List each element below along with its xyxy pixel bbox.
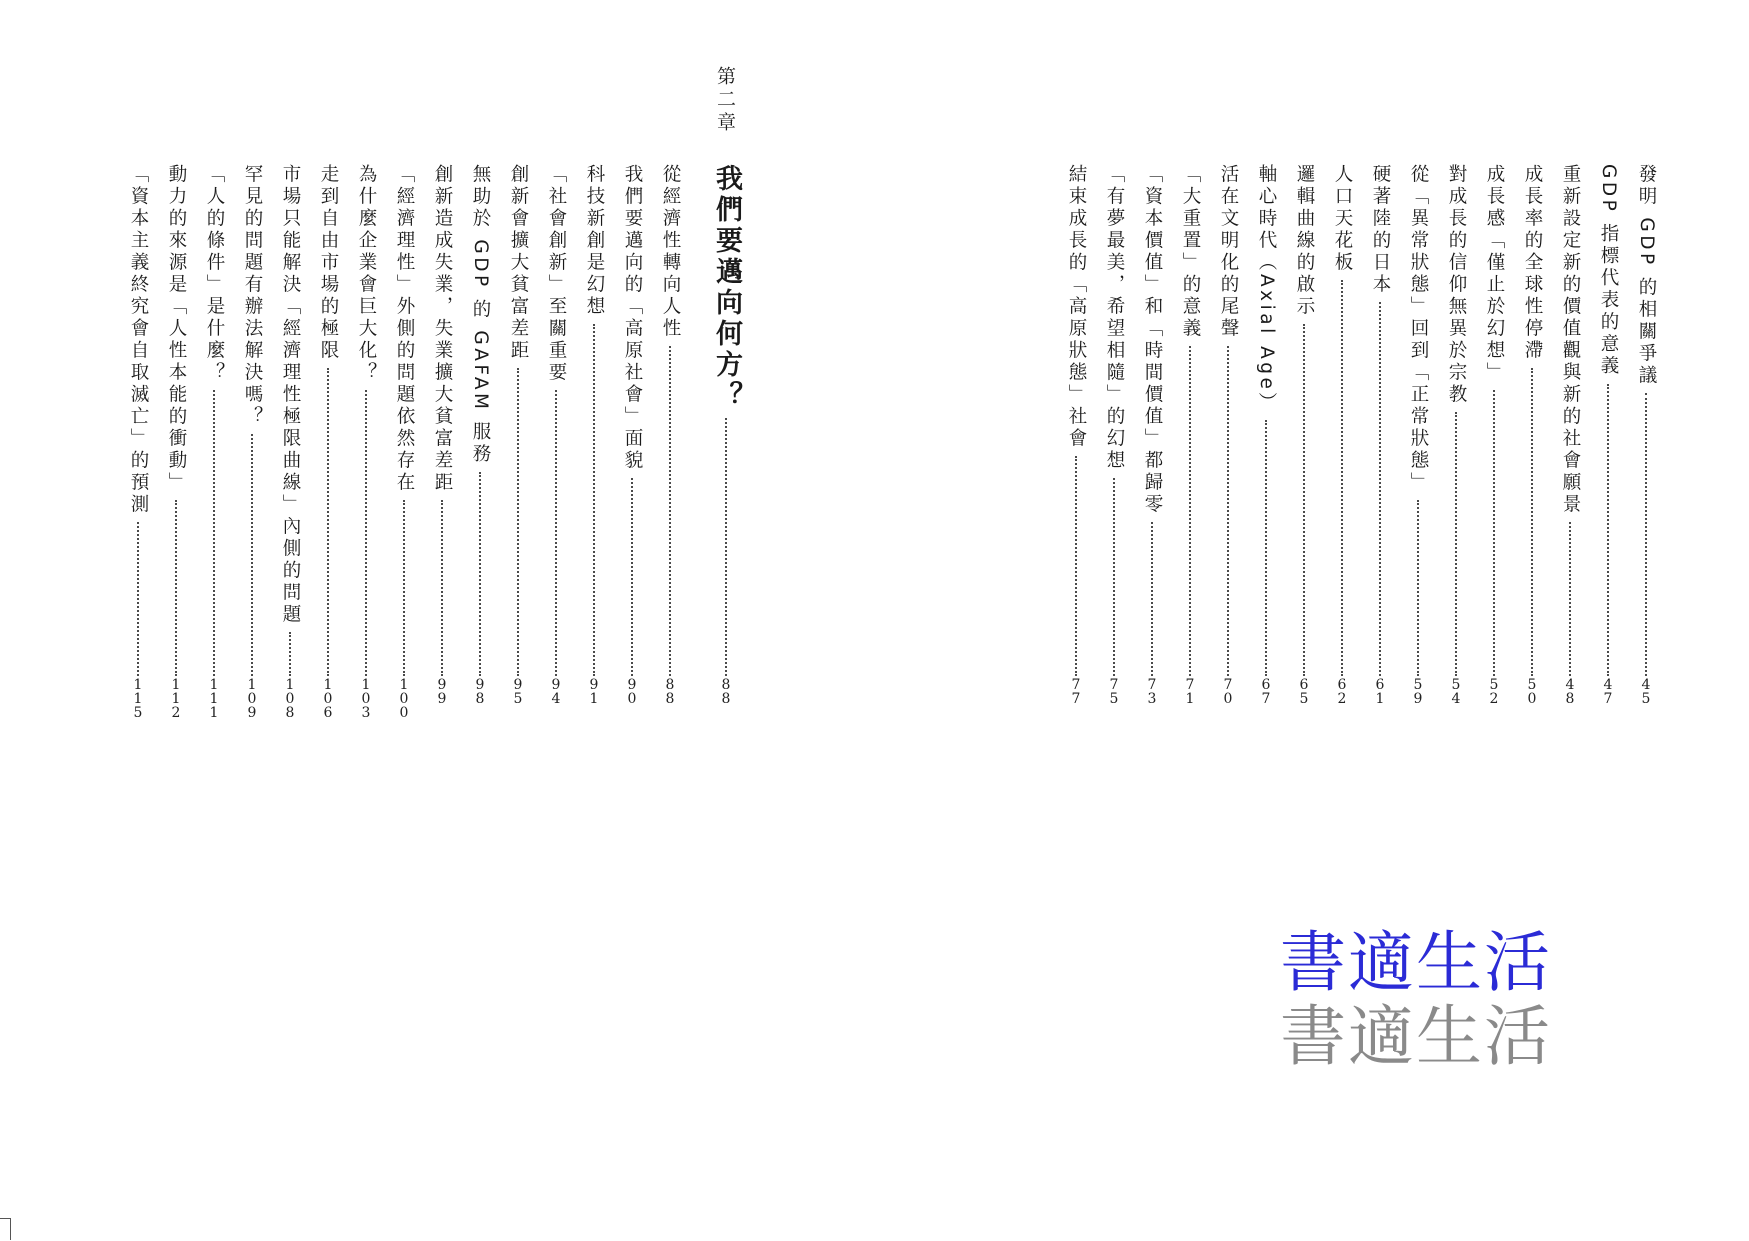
toc-entry-title: 發明 GDP 的相關爭議 — [1636, 164, 1657, 387]
leader-dots — [1303, 324, 1305, 676]
toc-entry-title: 「經濟理性」外側的問題依然存在 — [394, 164, 415, 494]
leader-dots — [213, 390, 215, 676]
toc-entry-title: 「社會創新」至關重要 — [546, 164, 567, 384]
toc-entry[interactable] — [1632, 164, 1660, 707]
toc-page-number: 73 — [1147, 677, 1157, 707]
toc-page-number: 108 — [285, 677, 295, 721]
leader-dots — [1379, 302, 1381, 676]
leader-dots — [555, 390, 557, 676]
toc-page-number: 52 — [1489, 677, 1499, 707]
leader-dots — [1189, 346, 1191, 676]
toc-entry-title: 成長率的全球性停滯 — [1522, 164, 1543, 362]
leader-dots — [1227, 346, 1229, 676]
crop-mark — [0, 1218, 11, 1240]
leader-dots — [175, 500, 177, 676]
leader-dots — [289, 632, 291, 676]
toc-entry[interactable] — [1328, 164, 1356, 707]
toc-page-number: 75 — [1109, 677, 1119, 707]
toc-entry-title: 走到自由市場的極限 — [318, 164, 339, 362]
leader-dots — [1645, 393, 1647, 676]
toc-page-number: 111 — [209, 677, 219, 721]
toc-entry[interactable] — [1442, 164, 1470, 707]
leader-dots — [365, 390, 367, 676]
toc-entry[interactable] — [200, 164, 228, 721]
toc-entry[interactable] — [1100, 164, 1128, 707]
toc-page-number: 70 — [1223, 677, 1233, 707]
toc-entry-title: 我們要邁向的「高原社會」面貌 — [622, 164, 643, 472]
toc-entry-title: 邏輯曲線的啟示 — [1294, 164, 1315, 318]
leader-dots — [1151, 522, 1153, 676]
toc-page-number: 59 — [1413, 677, 1423, 707]
leader-dots — [1531, 368, 1533, 676]
toc-page-number: 77 — [1071, 677, 1081, 707]
toc-entry-title: 「大重置」的意義 — [1180, 164, 1201, 340]
leader-dots — [1569, 522, 1571, 676]
toc-page-number: 94 — [551, 677, 561, 707]
leader-dots — [327, 368, 329, 676]
toc-entry[interactable] — [1480, 164, 1508, 707]
toc-entry-title: GDP 指標代表的意義 — [1598, 164, 1619, 378]
chapter-title-entry[interactable] — [710, 164, 742, 707]
toc-entry-title: 「資本價值」和「時間價值」都歸零 — [1142, 164, 1163, 516]
toc-page-number: 71 — [1185, 677, 1195, 707]
toc-entry-title: 創新會擴大貧富差距 — [508, 164, 529, 362]
toc-entry[interactable] — [276, 164, 304, 721]
toc-page-number: 100 — [399, 677, 409, 721]
toc-entry-title: 為什麼企業會巨大化？ — [356, 164, 377, 384]
toc-entry[interactable] — [1556, 164, 1584, 707]
toc-entry-title: 對成長的信仰無異於宗教 — [1446, 164, 1467, 406]
leader-dots — [631, 478, 633, 676]
leader-dots — [1265, 420, 1267, 676]
toc-entry-title: 市場只能解決「經濟理性極限曲線」內側的問題 — [280, 164, 301, 626]
toc-page-number: 106 — [323, 677, 333, 721]
leader-dots — [251, 434, 253, 676]
toc-entry-title: 罕見的問題有辦法解決嗎？ — [242, 164, 263, 428]
publisher-logo-blue: 書適生活 — [1280, 924, 1552, 1001]
toc-entry-title: 結束成長的「高原狀態」社會 — [1066, 164, 1087, 450]
toc-page-number: 67 — [1261, 677, 1271, 707]
toc-entry[interactable] — [314, 164, 342, 721]
toc-entry[interactable] — [1062, 164, 1090, 707]
toc-entry[interactable] — [656, 164, 684, 707]
toc-page-number: 99 — [437, 677, 447, 707]
toc-entry-title: 軸心時代（Axial Age） — [1256, 164, 1277, 415]
toc-page-number: 45 — [1641, 677, 1651, 707]
leader-dots — [669, 346, 671, 676]
toc-entry[interactable] — [1214, 164, 1242, 707]
toc-page-number: 88 — [665, 677, 675, 707]
toc-page-number: 91 — [589, 677, 599, 707]
toc-entry[interactable] — [1518, 164, 1546, 707]
toc-entry-title: 硬著陸的日本 — [1370, 164, 1391, 296]
toc-entry[interactable] — [428, 164, 456, 707]
leader-dots — [403, 500, 405, 676]
toc-entry-title: 「有夢最美，希望相隨」的幻想 — [1104, 164, 1125, 472]
toc-entry-title: 成長感「僅止於幻想」 — [1484, 164, 1505, 384]
toc-entry[interactable] — [466, 164, 494, 707]
leader-dots — [137, 522, 139, 676]
toc-page-number: 47 — [1603, 677, 1613, 707]
leader-dots — [1607, 384, 1609, 676]
leader-dots — [441, 500, 443, 676]
toc-entry[interactable] — [1176, 164, 1204, 707]
toc-page-number: 98 — [475, 677, 485, 707]
toc-entry[interactable] — [390, 164, 418, 721]
toc-entry-title: 從「異常狀態」回到「正常狀態」 — [1408, 164, 1429, 494]
toc-page-number: 90 — [627, 677, 637, 707]
toc-entry[interactable] — [542, 164, 570, 707]
toc-entry[interactable] — [124, 164, 152, 721]
toc-page-number: 112 — [171, 677, 181, 721]
chapter-title: 我們要邁向何方？ — [711, 164, 742, 412]
toc-entry[interactable] — [1252, 164, 1280, 707]
leader-dots — [1075, 456, 1077, 676]
toc-entry-title: 從經濟性轉向人性 — [660, 164, 681, 340]
toc-entry[interactable] — [580, 164, 608, 707]
toc-entry-title: 「資本主義終究會自取滅亡」的預測 — [128, 164, 149, 516]
toc-entry[interactable] — [1366, 164, 1394, 707]
publisher-logo-gray: 書適生活 — [1280, 998, 1552, 1075]
toc-entry-title: 創新造成失業，失業擴大貧富差距 — [432, 164, 453, 494]
leader-dots — [725, 418, 727, 676]
toc-page-number: 115 — [133, 677, 143, 721]
leader-dots — [1113, 478, 1115, 676]
toc-page-number: 65 — [1299, 677, 1309, 707]
toc-page-number: 109 — [247, 677, 257, 721]
toc-entry[interactable] — [1594, 164, 1622, 707]
toc-page-number: 61 — [1375, 677, 1385, 707]
toc-entry[interactable] — [504, 164, 532, 707]
toc-entry[interactable] — [618, 164, 646, 707]
toc-entry[interactable] — [1138, 164, 1166, 707]
leader-dots — [1417, 500, 1419, 676]
toc-page-number: 95 — [513, 677, 523, 707]
leader-dots — [517, 368, 519, 676]
toc-entry-title: 重新設定新的價值觀與新的社會願景 — [1560, 164, 1581, 516]
leader-dots — [1493, 390, 1495, 676]
toc-page-number: 50 — [1527, 677, 1537, 707]
toc-entry-title: 動力的來源是「人性本能的衝動」 — [166, 164, 187, 494]
toc-entry[interactable] — [238, 164, 266, 721]
leader-dots — [1455, 412, 1457, 676]
toc-page-number: 48 — [1565, 677, 1575, 707]
chapter-label: 第二章 — [714, 66, 736, 135]
leader-dots — [593, 324, 595, 676]
toc-entry[interactable] — [352, 164, 380, 721]
toc-entry-title: 科技新創是幻想 — [584, 164, 605, 318]
toc-entry[interactable] — [162, 164, 190, 721]
toc-page-number: 54 — [1451, 677, 1461, 707]
toc-entry[interactable] — [1404, 164, 1432, 707]
toc-entry-title: 活在文明化的尾聲 — [1218, 164, 1239, 340]
toc-page-number: 62 — [1337, 677, 1347, 707]
toc-entry-title: 無助於 GDP 的 GAFAM 服務 — [470, 164, 491, 466]
toc-entry-title: 人口天花板 — [1332, 164, 1353, 274]
leader-dots — [479, 472, 481, 676]
toc-entry[interactable] — [1290, 164, 1318, 707]
toc-page-number: 88 — [721, 677, 731, 707]
toc-page-number: 103 — [361, 677, 371, 721]
toc-entry-title: 「人的條件」是什麼？ — [204, 164, 225, 384]
leader-dots — [1341, 280, 1343, 676]
